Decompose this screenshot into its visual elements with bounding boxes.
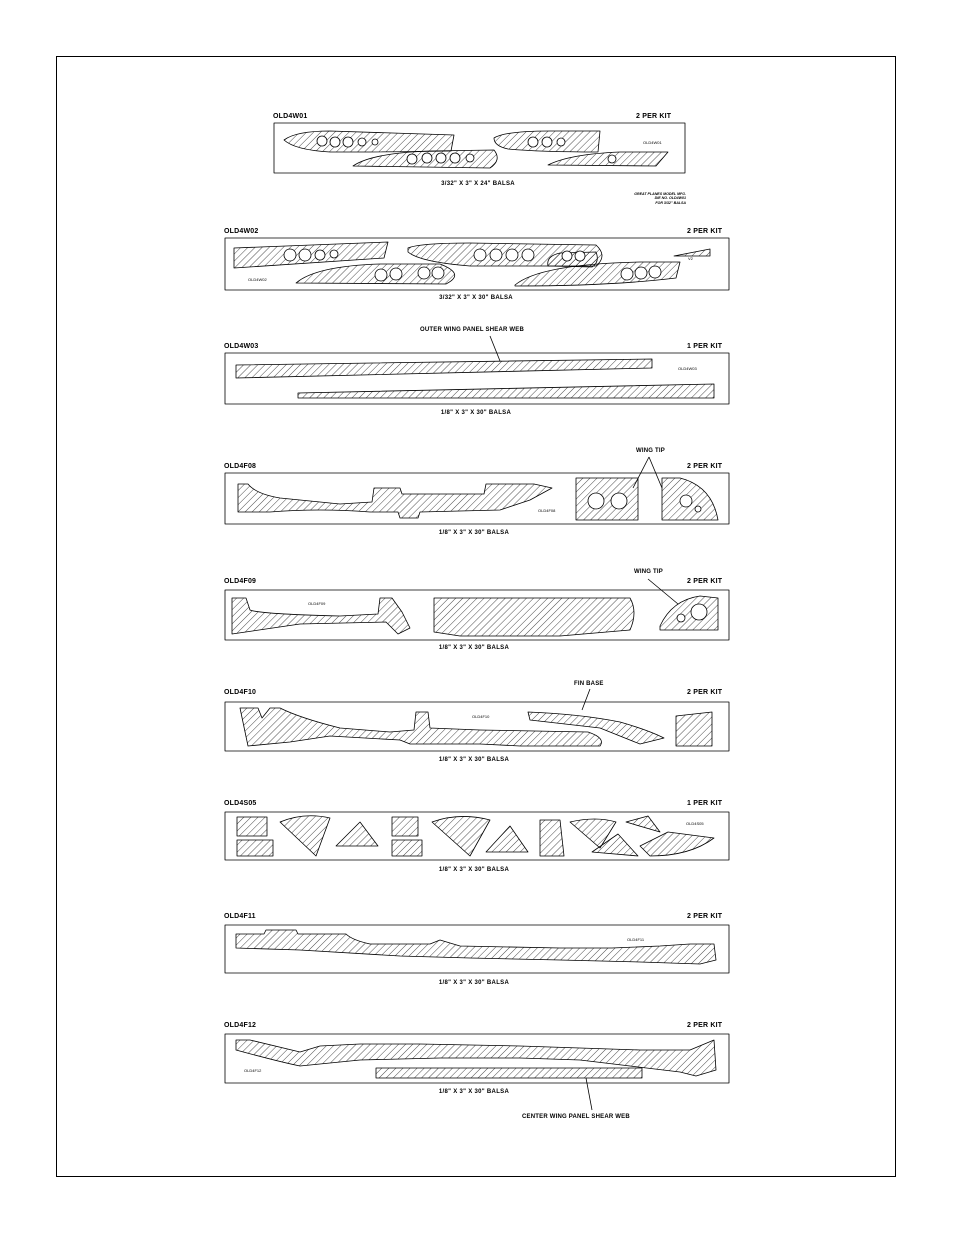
wing-rib-part [674, 249, 710, 256]
sheet-id-old4w03: OLD4W03 [224, 343, 259, 350]
fuselage-former [238, 484, 552, 518]
die-note-line-2: DIE NO. OLD4W01 [654, 196, 686, 201]
callout-center-web: CENTER WING PANEL SHEAR WEB [522, 1114, 630, 1120]
small-part [336, 822, 378, 846]
small-part [280, 816, 330, 856]
small-part [540, 820, 564, 856]
sheet-id-old4f08: OLD4F08 [224, 463, 257, 470]
sheet-qty-old4f11: 2 PER KIT [687, 913, 723, 920]
sheet-qty-old4f08: 2 PER KIT [687, 463, 723, 470]
sheet-material-old4s05: 1/8" X 3" X 30" BALSA [438, 867, 510, 873]
sheet-inner-old4w01: OLD4W01 [643, 140, 662, 145]
sheet-qty-old4f12: 2 PER KIT [687, 1022, 723, 1029]
sheet-qty-old4w02: 2 PER KIT [687, 228, 723, 235]
sheet-inner-old4s05: OLD4S05 [686, 821, 704, 826]
die-note-line-3: FOR 3/32" BALSA [655, 200, 686, 205]
sheet-inner-old4f10: OLD4F10 [472, 714, 490, 719]
sheet-id-old4f12: OLD4F12 [224, 1022, 257, 1029]
outer-shear-web [298, 384, 714, 398]
callout-wing-tip-2: WING TIP [634, 569, 663, 575]
sheet-material-old4w02: 3/32" X 3" X 30" BALSA [439, 295, 513, 301]
sheet-qty-old4f10: 2 PER KIT [687, 689, 723, 696]
sheet-qty-old4f09: 2 PER KIT [687, 578, 723, 585]
fuselage-former [232, 598, 410, 634]
sheet-inner-old4w03: OLD4W03 [678, 366, 697, 371]
wing-rib-part [284, 131, 454, 152]
sheet-id-old4w01: OLD4W01 [273, 113, 308, 120]
sheet-id-old4w02: OLD4W02 [224, 228, 259, 235]
sheet-inner-old4f11: OLD4F11 [627, 937, 645, 942]
small-part [392, 840, 422, 856]
sheet-qty-old4w01: 2 PER KIT [636, 113, 672, 120]
die-note-line-1: GREAT PLANES MODEL MFG. [634, 192, 686, 196]
sheet-inner-old4f08: OLD4F08 [538, 508, 556, 513]
small-part [626, 816, 660, 832]
sheet-id-old4f10: OLD4F10 [224, 689, 257, 696]
sheet-material-old4f08: 1/8" X 3" X 30" BALSA [438, 530, 510, 536]
sheet-id-old4f11: OLD4F11 [224, 913, 256, 920]
sheet-material-old4w01: 3/32" X 3" X 24" BALSA [441, 181, 515, 187]
sheet-material-old4f11: 1/8" X 3" X 30" BALSA [438, 980, 510, 986]
small-part [432, 816, 490, 856]
sheet-inner-old4f12: OLD4F12 [244, 1068, 262, 1073]
callout-outer-web: OUTER WING PANEL SHEAR WEB [420, 327, 524, 333]
sheet-inner-old4f09: OLD4F09 [308, 601, 326, 606]
small-part [486, 826, 528, 852]
sheet-id-old4s05: OLD4S05 [224, 800, 257, 807]
small-part [237, 817, 267, 836]
sheet-material-old4f09: 1/8" X 3" X 30" BALSA [438, 645, 510, 651]
outer-shear-web [236, 359, 652, 378]
small-part [392, 817, 418, 836]
sheet-material-old4f12: 1/8" X 3" X 30" BALSA [438, 1089, 510, 1095]
sheet-inner-old4w02: OLD4W02 [248, 277, 267, 282]
callout-wing-tip-1: WING TIP [636, 448, 665, 454]
sheet-qty-old4w03: 1 PER KIT [687, 343, 723, 350]
sheet-qty-old4s05: 1 PER KIT [687, 800, 723, 807]
center-shear-web [376, 1068, 642, 1078]
wing-tip-piece [576, 478, 638, 520]
fuselage-former [434, 598, 634, 636]
sheet-material-old4w03: 1/8" X 3" X 30" BALSA [440, 410, 512, 416]
wing-tip-piece [660, 596, 718, 630]
small-part [237, 840, 273, 856]
sheet-material-old4f10: 1/8" X 3" X 30" BALSA [438, 757, 510, 763]
callout-fin-base: FIN BASE [574, 681, 604, 687]
small-part [640, 832, 714, 856]
sheet-id-old4f09: OLD4F09 [224, 578, 257, 585]
fuselage-former [236, 930, 716, 964]
part-tag-v2: V2 [688, 256, 693, 261]
fuselage-former [676, 712, 712, 746]
